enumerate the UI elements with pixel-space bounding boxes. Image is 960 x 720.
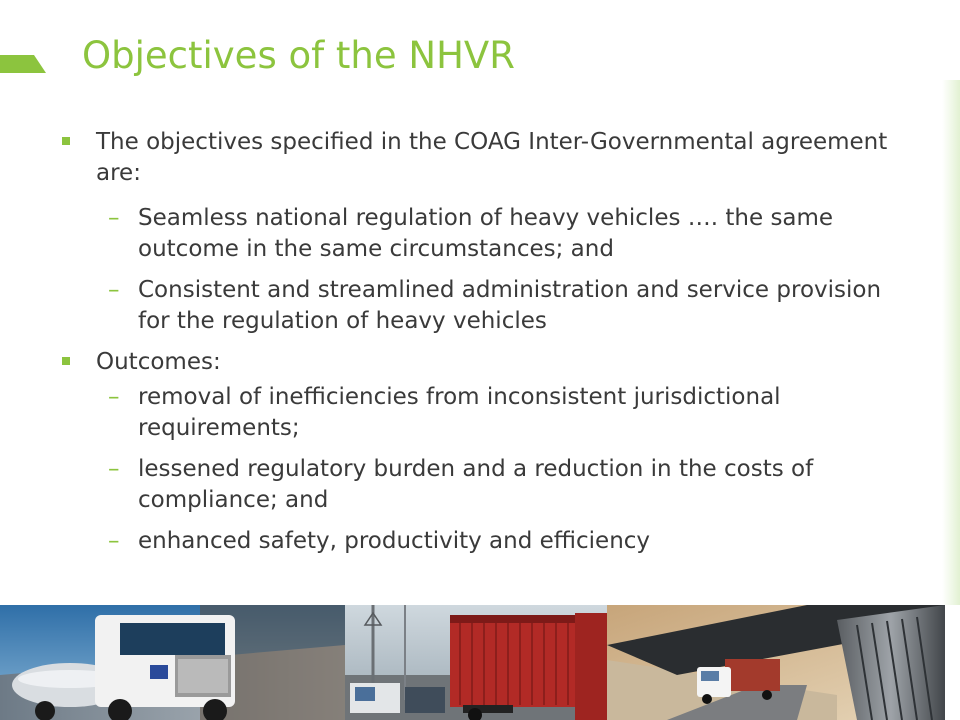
- right-edge-gradient: [942, 80, 960, 605]
- sub-item-text: Consistent and streamlined administration and service provision for the regulation of heavy vehicles: [138, 277, 882, 334]
- slide-title: Objectives of the NHVR: [82, 34, 515, 77]
- dash-icon: –: [108, 384, 120, 410]
- sub-item: [58, 526, 898, 557]
- truck-highway-photo: [607, 605, 945, 720]
- sub-item: [58, 203, 898, 265]
- sub-item: [58, 454, 898, 516]
- bullet-objectives: [58, 127, 898, 189]
- bullet-outcomes: [58, 347, 898, 378]
- sub-item-text: Seamless national regulation of heavy vehicles …. the same outcome in the same circumstances; and: [138, 205, 834, 262]
- sub-item: [58, 275, 898, 337]
- bullet-text: The objectives specified in the COAG Inter-Governmental agreement are:: [96, 129, 888, 186]
- sub-item-text: enhanced safety, productivity and efficiency: [138, 528, 651, 554]
- title-tab-shape: [0, 55, 46, 73]
- dash-icon: –: [108, 277, 120, 303]
- slide-body: [58, 127, 898, 567]
- photo-strip-graphic: [0, 605, 945, 720]
- bullet-square-icon: [62, 357, 70, 365]
- photo-strip: [0, 605, 945, 720]
- dash-icon: –: [108, 456, 120, 482]
- sub-item-text: lessened regulatory burden and a reduction in the costs of compliance; and: [138, 456, 814, 513]
- sub-item-text: removal of inefficiencies from inconsistent jurisdictional requirements;: [138, 384, 781, 441]
- dash-icon: –: [108, 528, 120, 554]
- bullet-text: Outcomes:: [96, 349, 221, 375]
- sub-item: [58, 382, 898, 444]
- truck-city-photo: [345, 605, 607, 720]
- dash-icon: –: [108, 205, 120, 231]
- truck-tanker-photo: [0, 605, 345, 720]
- bullet-square-icon: [62, 137, 70, 145]
